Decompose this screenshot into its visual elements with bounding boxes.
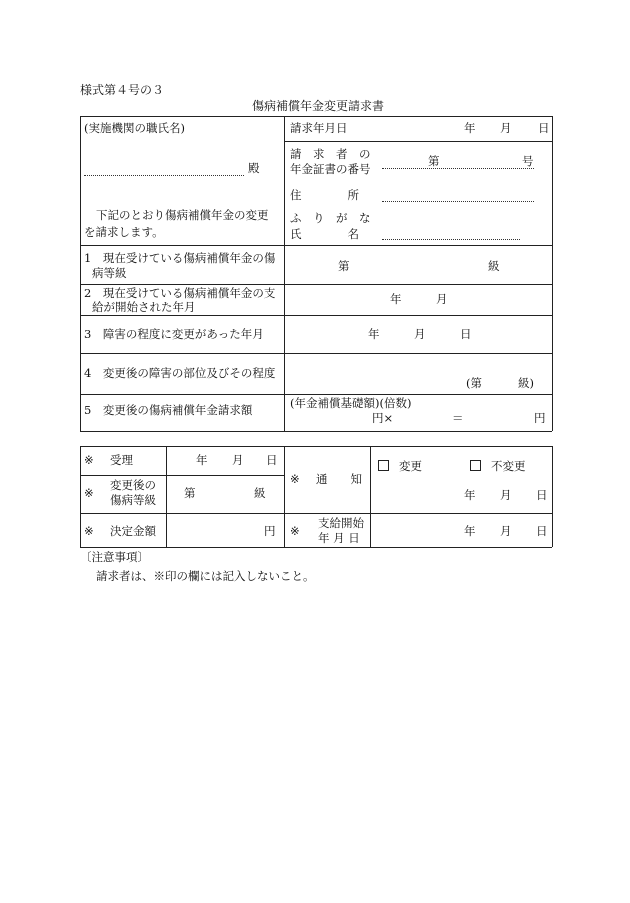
notice-label: 通 知 [316, 472, 362, 486]
mark-grade: ※ [84, 486, 94, 500]
change-checkbox[interactable] [378, 460, 389, 471]
claimant-label-1: 請 求 者 の [290, 147, 371, 161]
item5-label: 5 変更後の傷病補償年金請求額 [84, 403, 253, 417]
item1-label-2: 病等級 [92, 266, 127, 280]
cert-dai: 第 [428, 154, 440, 168]
item5-basis-label: (年金補償基礎額)(倍数) [290, 396, 412, 410]
form-title: 傷病補償年金変更請求書 [252, 99, 385, 113]
page: 様式第４号の３ 傷病補償年金変更請求書 (実施機関の職氏名) 殿 下記のとおり傷病補償年金の変更 を請求します。 請求年月日 年 月 日 請 求 者 の 年金証書の番号 第 号 住 所 ふ り が な 氏 名 1 現在受けている傷病補償年金の傷 病等級 第 級 2 現在受けている傷病補償年金の支 給が開始された年月 年 月 3 障害の程度に変更があった年月 年 月 日 4 変更後の障害の部位及びその程度 (第 級) 5 変更後の傷病補償年金請求額 (年金補償基礎額)(倍数) 円× ＝ 円 ※ 受理 年 月 日 ※ 変更後の 傷病等級 第 級 ※ 決定金額 円 ※ 通 知 変更 不変更 年 月 日 ※ 支給開始 年 月 日 年 月 日 〔注意事項〕 請求者は、※印の欄には記入しないこと。 [0, 0, 630, 903]
address-line[interactable] [382, 201, 534, 202]
name-label: 氏 名 [290, 227, 359, 241]
amount-yen[interactable]: 円 [264, 524, 276, 538]
item4-label: 4 変更後の障害の部位及びその程度 [84, 366, 276, 380]
cert-number-line[interactable] [382, 168, 534, 169]
mark-payment-start: ※ [290, 524, 300, 538]
request-date-label: 請求年月日 [290, 121, 348, 135]
payment-start-label-2: 年 月 日 [318, 531, 360, 545]
request-text-2: を請求します。 [84, 225, 164, 239]
payment-start-label-1: 支給開始 [318, 516, 364, 530]
item3-label: 3 障害の程度に変更があった年月 [84, 327, 264, 341]
grade-label-2: 傷病等級 [110, 493, 156, 507]
grade-label-1: 変更後の [110, 478, 156, 492]
agency-name-line[interactable] [84, 175, 244, 176]
item2-label-1: 2 現在受けている傷病補償年金の支 [84, 286, 276, 300]
mark-received: ※ [84, 453, 94, 467]
amount-label: 決定金額 [110, 524, 156, 538]
furigana-label: ふ り が な [290, 211, 371, 225]
address-label: 住 所 [290, 188, 359, 202]
agency-label: (実施機関の職氏名) [84, 121, 185, 135]
change-option[interactable]: 変更 [378, 460, 422, 473]
claimant-label-2: 年金証書の番号 [290, 162, 371, 176]
notes-text: 請求者は、※印の欄には記入しないこと。 [96, 569, 315, 583]
cert-go: 号 [522, 154, 534, 168]
form-number: 様式第４号の３ [80, 83, 165, 97]
notes-heading: 〔注意事項〕 [80, 550, 149, 564]
no-change-option[interactable]: 不変更 [470, 460, 526, 473]
name-line[interactable] [382, 239, 520, 240]
received-label: 受理 [110, 453, 133, 467]
mark-notice: ※ [290, 472, 300, 486]
no-change-checkbox[interactable] [470, 460, 481, 471]
item2-label-2: 給が開始された年月 [92, 300, 196, 314]
mark-amount: ※ [84, 524, 94, 538]
honorific: 殿 [248, 161, 260, 175]
item1-label-1: 1 現在受けている傷病補償年金の傷 [84, 251, 276, 265]
request-text-1: 下記のとおり傷病補償年金の変更 [96, 208, 269, 222]
